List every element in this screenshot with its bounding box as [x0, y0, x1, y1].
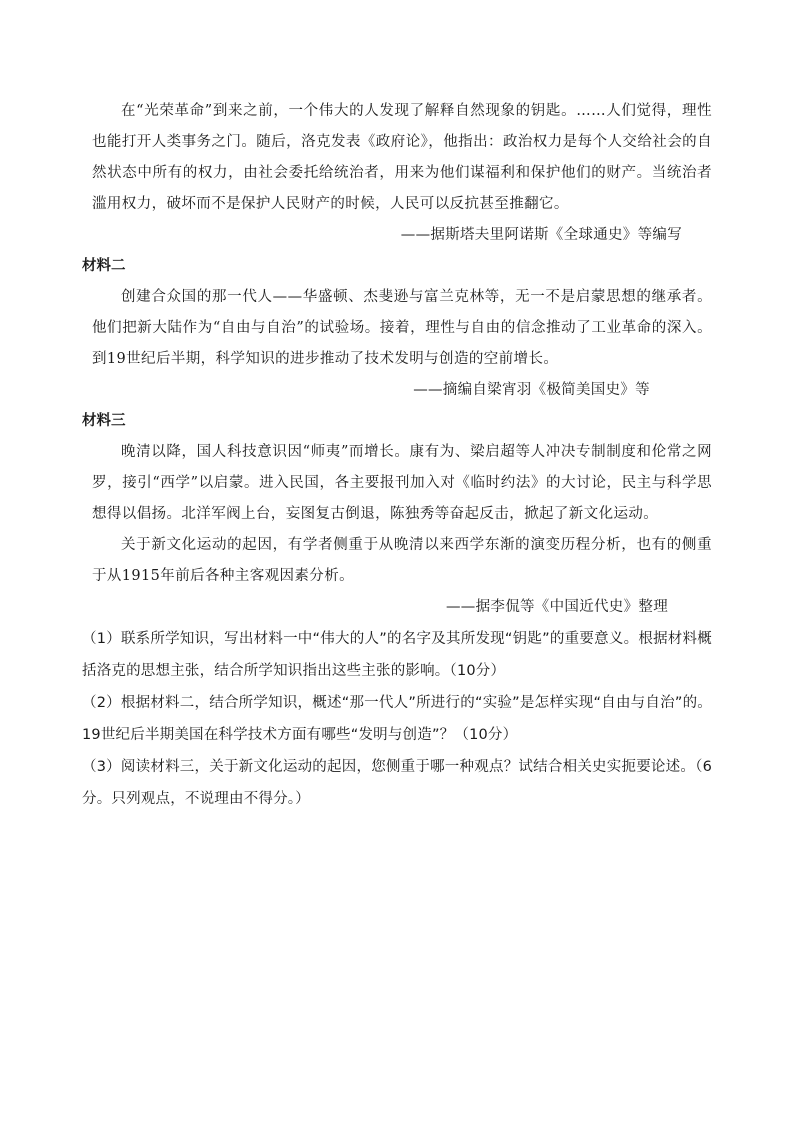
material1-paragraph: 在“光荣革命”到来之前，一个伟大的人发现了解释自然现象的钥匙。……人们觉得，理性也能打开人类事务之门。随后，洛克发表《政府论》，他指出：政治权力是每个人交给社会的自然状态中所有的权力，由社会委托给统治者，用来为他们谋福利和保护他们的财产。当统治者滥用权力，破坏而不是保护人民财产的时候，人民可以反抗甚至推翻它。	[92, 103, 712, 212]
material2-paragraph: 创建合众国的那一代人——华盛顿、杰斐逊与富兰克林等，无一不是启蒙思想的继承者。他们把新大陆作为“自由与自治”的试验场。接着，理性与自由的信念推动了工业革命的深入。到19世纪后半期，科学知识的进步推动了技术发明与创造的空前增长。	[92, 289, 712, 367]
material2-source: ——摘编自梁宵羽《极简美国史》等	[413, 382, 650, 398]
material3-heading: 材料三	[82, 413, 126, 429]
question-2: （2）根据材料二，结合所学知识，概述“那一代人”所进行的“实验”是怎样实现“自由与自治”的。19世纪后半期美国在科学技术方面有哪些“发明与创造”？（10分）	[82, 695, 712, 743]
material3-paragraph-2: 关于新文化运动的起因，有学者侧重于从晚清以来西学东渐的演变历程分析，也有的侧重于从1915年前后各种主客观因素分析。	[92, 537, 712, 584]
material3-paragraph-1: 晚清以降，国人科技意识因“师夷”而增长。康有为、梁启超等人冲决专制制度和伦常之网罗，接引“西学”以启蒙。进入民国，各主要报刊加入对《临时约法》的大讨论，民主与科学思想得以倡扬。北洋军阀上台，妄图复古倒退，陈独秀等奋起反击，掀起了新文化运动。	[92, 444, 712, 522]
document-page	[82, 96, 712, 815]
material2-heading: 材料二	[82, 258, 126, 274]
question-3: （3）阅读材料三，关于新文化运动的起因，您侧重于哪一种观点？试结合相关史实扼要论述。（6分。只列观点，不说理由不得分。）	[82, 759, 712, 807]
material1-source: ——据斯塔夫里阿诺斯《全球通史》等编写	[400, 227, 682, 243]
question-1: （1）联系所学知识，写出材料一中“伟大的人”的名字及其所发现“钥匙”的重要意义。根据材料概括洛克的思想主张，结合所学知识指出这些主张的影响。（10分）	[82, 631, 712, 679]
material3-source: ——据李侃等《中国近代史》整理	[446, 599, 668, 615]
